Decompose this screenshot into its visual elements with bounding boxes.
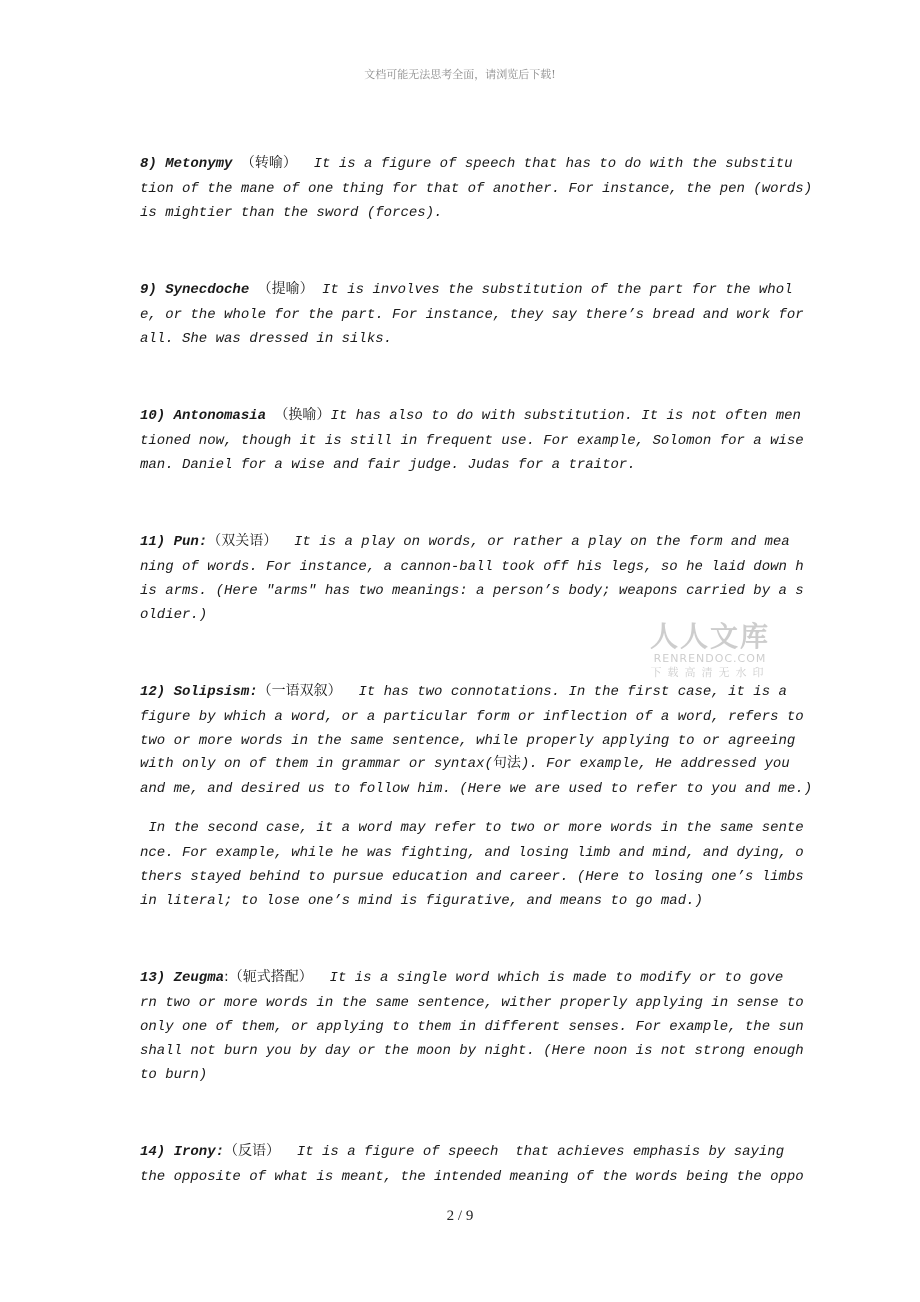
entry-text: It is a play on words, or rather a play on the form and mea <box>294 534 790 550</box>
entry-text: tion of the mane of one thing for that of another. For instance, the pen (words) <box>140 181 813 197</box>
entry-11-line-1 <box>140 533 790 550</box>
entry-term: 12) Solipsism: <box>140 684 258 700</box>
entry-text: two or more words in the same sentence, while properly applying to or agreeing <box>140 733 796 749</box>
entry-text: is mightier than the sword (forces). <box>140 205 443 221</box>
entry-text: man. Daniel for a wise and fair judge. Judas for a traitor. <box>140 457 636 473</box>
entry-chinese-term: :（轭式搭配） <box>224 969 313 985</box>
entry-text: rn two or more words in the same sentence, wither properly applying in sense to <box>140 995 804 1011</box>
entry-text: nce. For example, while he was fighting, and losing limb and mind, and dying, o <box>140 845 804 861</box>
entry-text: It is involves the substitution of the part for the whol <box>322 282 793 298</box>
download-notice: 文档可能无法思考全面，请浏览后下载! <box>364 68 556 81</box>
watermark-logo <box>645 622 775 680</box>
entry-inline-chinese: 句法 <box>492 755 521 771</box>
entry-chinese-term: （双关语） <box>207 533 278 549</box>
entry-12-line-1 <box>140 683 787 700</box>
entry-10-line-1 <box>140 407 801 424</box>
entry-text: ). For example, He addressed you <box>520 756 790 772</box>
entry-text: In the second case, it a word may refer to two or more words in the same sente <box>140 820 804 836</box>
page-number: 2 / 9 <box>446 1208 474 1224</box>
entry-8-line-1 <box>140 155 793 172</box>
entry-chinese-term: （反语） <box>224 1143 281 1159</box>
entry-text: It is a figure of speech that has to do with the substitu <box>313 156 793 172</box>
entry-term: 14) Irony: <box>140 1144 225 1160</box>
entry-text: is arms. (Here "arms" has two meanings: a person’s body; weapons carried by a s <box>140 583 804 599</box>
entry-term: 10) Antonomasia <box>140 408 267 424</box>
entry-text: oldier.) <box>140 607 208 623</box>
entry-text: It is a single word which is made to modify or to gove <box>329 970 784 986</box>
entry-term: 9) Synecdoche <box>140 282 250 298</box>
entry-text: shall not burn you by day or the moon by night. (Here noon is not strong enough <box>140 1043 804 1059</box>
entry-term: 11) Pun: <box>140 534 208 550</box>
entry-term: 8) Metonymy <box>140 156 233 172</box>
entry-text: e, or the whole for the part. For instance, they say there’s bread and work for <box>140 307 804 323</box>
entry-term: 13) Zeugma <box>140 970 225 986</box>
entry-chinese-term: （提喻） <box>257 281 314 297</box>
entry-chinese-term: （换喻） <box>274 407 331 423</box>
entry-text: It has two connotations. In the first case, it is a <box>358 684 787 700</box>
watermark-brand: 人人文库 <box>649 620 770 653</box>
entry-text: only one of them, or applying to them in different senses. For example, the sun <box>140 1019 804 1035</box>
entry-text: It has also to do with substitution. It is not often men <box>330 408 801 424</box>
entry-text: ning of words. For instance, a cannon-ball took off his legs, so he laid down h <box>140 559 804 575</box>
entry-text: to burn) <box>140 1067 208 1083</box>
entry-text: It is a figure of speech that achieves emphasis by saying <box>296 1144 785 1160</box>
entry-14-line-1 <box>140 1143 784 1160</box>
entry-12-line-4 <box>140 755 790 772</box>
entry-text: and me, and desired us to follow him. (Here we are used to refer to you and me.) <box>140 781 813 797</box>
entry-text: all. She was dressed in silks. <box>140 331 393 347</box>
watermark-domain: RENRENDOC.COM <box>653 652 767 665</box>
entry-chinese-term: （一语双叙） <box>257 683 342 699</box>
entry-chinese-term: （转喻） <box>240 155 297 171</box>
entry-9-line-1 <box>140 281 793 298</box>
entry-text: tioned now, though it is still in frequent use. For example, Solomon for a wise <box>140 433 804 449</box>
entry-text: in literal; to lose one’s mind is figurative, and means to go mad.) <box>140 893 703 909</box>
entry-text: with only on of them in grammar or syntax( <box>140 756 493 772</box>
watermark-slogan: 下载高清无水印 <box>650 666 770 679</box>
entry-text: the opposite of what is meant, the intended meaning of the words being the oppo <box>140 1169 804 1185</box>
entry-13-line-1 <box>140 969 783 986</box>
entry-text: figure by which a word, or a particular form or inflection of a word, refers to <box>140 709 804 725</box>
entry-text: thers stayed behind to pursue education and career. (Here to losing one’s limbs <box>140 869 804 885</box>
